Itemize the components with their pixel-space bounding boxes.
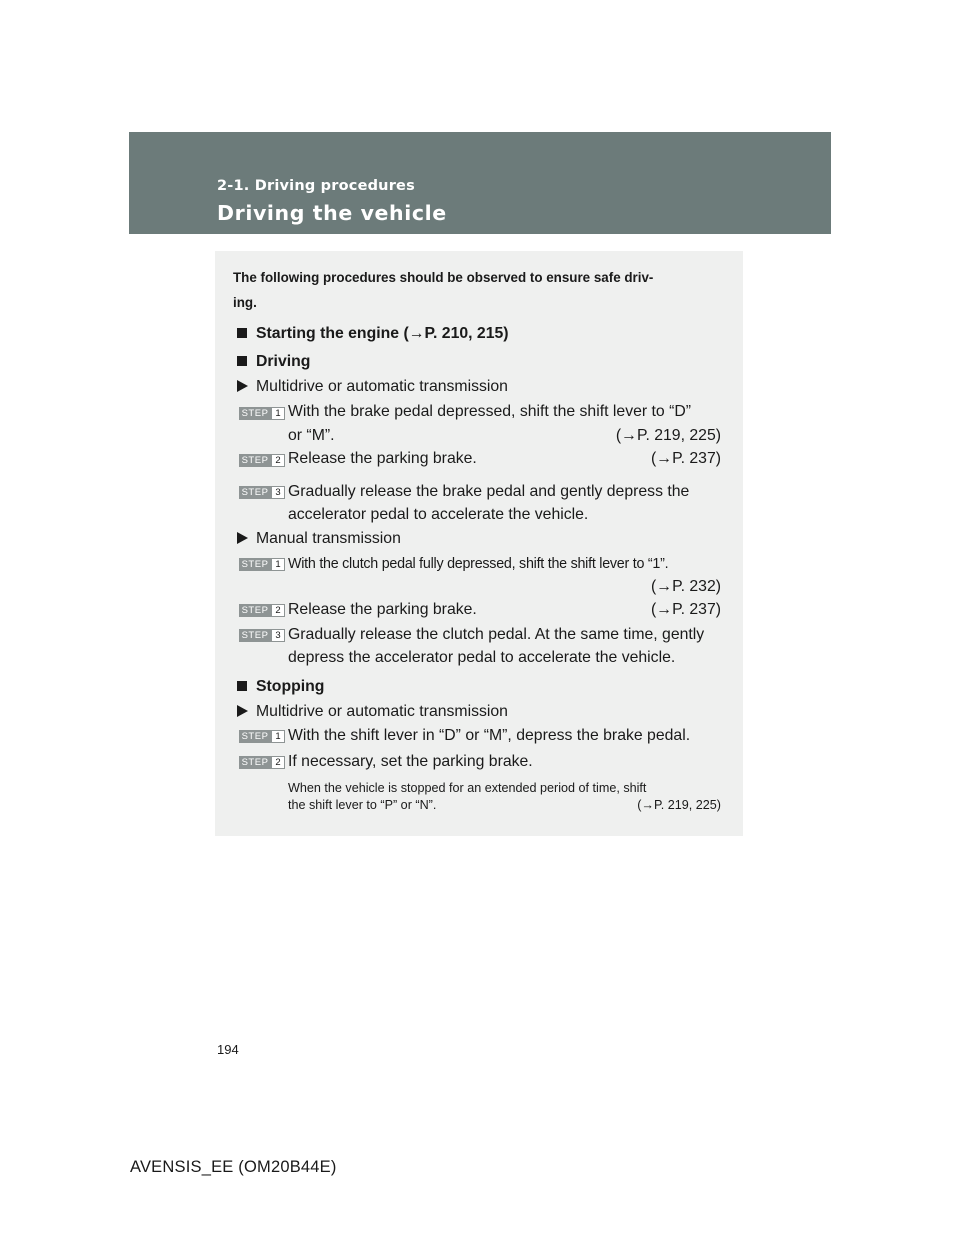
subheading-label: Multidrive or automatic transmission — [256, 703, 508, 720]
step-badge — [239, 756, 285, 769]
step-badge — [239, 730, 285, 743]
step-number: 2 — [271, 756, 285, 769]
step-word: STEP — [239, 407, 271, 420]
heading-stopping — [237, 678, 324, 697]
page-reference: (→P. 219, 225) — [615, 427, 721, 444]
step-badge — [239, 558, 285, 571]
step-text: If necessary, set the parking brake. — [288, 753, 533, 770]
step-number: 1 — [271, 407, 285, 420]
subheading-auto-transmission — [237, 378, 508, 397]
page-reference: (→P. 219, 225) — [637, 798, 721, 812]
square-bullet-icon — [237, 328, 247, 338]
step-number: 2 — [271, 454, 285, 467]
page-reference: (→P. 237) — [651, 601, 721, 618]
step-text-continued: depress the accelerator pedal to accelerate the vehicle. — [288, 649, 676, 666]
step-text: With the clutch pedal fully depressed, shift the shift lever to “1”. — [288, 556, 669, 572]
heading-driving — [237, 353, 310, 372]
triangle-bullet-icon — [237, 705, 248, 717]
step-text-continued: accelerator pedal to accelerate the vehicle. — [288, 506, 589, 523]
triangle-bullet-icon — [237, 380, 248, 392]
step-text: Release the parking brake. — [288, 450, 477, 467]
subheading-manual-transmission — [237, 530, 401, 549]
step-word: STEP — [239, 454, 271, 467]
step-text: Release the parking brake. — [288, 601, 477, 618]
step-badge — [239, 604, 285, 617]
section-label: 2-1. Driving procedures — [217, 178, 415, 194]
intro-text-line-1: The following procedures should be observed to ensure safe driv- — [233, 270, 654, 285]
step-word: STEP — [239, 604, 271, 617]
heading-label: Driving — [256, 353, 311, 370]
step-word: STEP — [239, 629, 271, 642]
step-number: 1 — [271, 730, 285, 743]
step-text: Gradually release the brake pedal and gently depress the — [288, 483, 690, 500]
step-text: With the brake pedal depressed, shift the shift lever to “D” — [288, 403, 692, 420]
page-reference: (→P. 237) — [651, 450, 721, 467]
document-code: AVENSIS_EE (OM20B44E) — [130, 1158, 337, 1176]
step-text: Gradually release the clutch pedal. At the same time, gently — [288, 626, 705, 643]
step-badge — [239, 629, 285, 642]
page-title: Driving the vehicle — [217, 201, 447, 225]
step-word: STEP — [239, 558, 271, 571]
page-header-band — [129, 132, 831, 234]
step-badge — [239, 486, 285, 499]
heading-starting-engine — [237, 325, 509, 344]
step-word: STEP — [239, 730, 271, 743]
step-word: STEP — [239, 756, 271, 769]
subheading-label: Manual transmission — [256, 530, 401, 547]
step-badge — [239, 454, 285, 467]
subheading-label: Multidrive or automatic transmission — [256, 378, 508, 395]
heading-label: Stopping — [256, 678, 325, 695]
step-text: With the shift lever in “D” or “M”, depress the brake pedal. — [288, 727, 691, 744]
page-number: 194 — [217, 1042, 239, 1057]
heading-label: Starting the engine (→P. 210, 215) — [256, 325, 509, 342]
step-number: 1 — [271, 558, 285, 571]
step-badge — [239, 407, 285, 420]
page-reference: (→P. 232) — [651, 578, 721, 595]
square-bullet-icon — [237, 681, 247, 691]
step-word: STEP — [239, 486, 271, 499]
step-number: 2 — [271, 604, 285, 617]
subheading-auto-transmission — [237, 703, 508, 722]
procedure-panel — [215, 251, 743, 836]
step-number: 3 — [271, 629, 285, 642]
step-text-continued: or “M”. — [288, 427, 335, 444]
note-text-continued: the shift lever to “P” or “N”. — [288, 798, 437, 812]
step-number: 3 — [271, 486, 285, 499]
note-text: When the vehicle is stopped for an extended period of time, shift — [288, 781, 647, 795]
square-bullet-icon — [237, 356, 247, 366]
intro-text-line-2: ing. — [233, 295, 257, 310]
triangle-bullet-icon — [237, 532, 248, 544]
